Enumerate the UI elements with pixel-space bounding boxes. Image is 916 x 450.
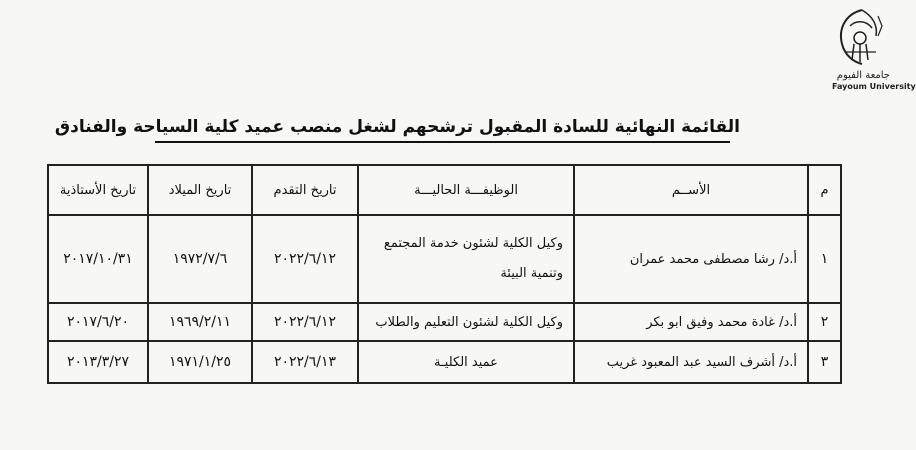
row-num: ٣ <box>808 341 841 383</box>
header-applied-date: تاريخ التقدم <box>252 165 358 215</box>
current-job: عميد الكليـة <box>358 341 574 383</box>
current-job-line: وكيل الكلية لشئون خدمة المجتمع <box>383 236 563 251</box>
professorship-date: ٢٠١٧/٦/٢٠ <box>48 303 148 341</box>
applied-date: ٢٠٢٢/٦/١٣ <box>252 341 358 383</box>
header-job: الوظيفـــة الحاليـــة <box>358 165 574 215</box>
header-professorship-date: تاريخ الأستاذية <box>48 165 148 215</box>
header-num: م <box>808 165 841 215</box>
table-row <box>48 215 841 303</box>
logo-arabic-text: جامعة الفيوم <box>836 70 890 81</box>
row-num: ٢ <box>808 303 841 341</box>
current-job: وكيل الكلية لشئون التعليم والطلاب <box>358 303 574 341</box>
row-num: ١ <box>808 215 841 303</box>
header-birth-date: تاريخ الميلاد <box>148 165 252 215</box>
applied-date: ٢٠٢٢/٦/١٢ <box>252 303 358 341</box>
current-job <box>358 215 574 303</box>
birth-date: ١٩٦٩/٢/١١ <box>148 303 252 341</box>
table-row <box>48 303 841 341</box>
current-job-line: وتنمية البيئة <box>500 266 563 281</box>
professorship-date: ٢٠١٣/٣/٢٧ <box>48 341 148 383</box>
title-underline <box>155 141 730 143</box>
candidate-name: أ.د/ غادة محمد وفيق ابو بكر <box>574 303 808 341</box>
document-title: القائمة النهائية للسادة المقبول ترشحهم لشغل منصب عميد كلية السياحة والفنادق <box>54 117 740 137</box>
logo-english-text: Fayoum University <box>832 82 916 91</box>
professorship-date: ٢٠١٧/١٠/٣١ <box>48 215 148 303</box>
candidates-table <box>47 164 842 384</box>
university-emblem-icon <box>832 6 892 70</box>
applied-date: ٢٠٢٢/٦/١٢ <box>252 215 358 303</box>
birth-date: ١٩٧١/١/٢٥ <box>148 341 252 383</box>
header-name: الأســم <box>574 165 808 215</box>
candidate-name: أ.د/ رشا مصطفى محمد عمران <box>574 215 808 303</box>
table-header-row <box>48 165 841 215</box>
birth-date: ١٩٧٢/٧/٦ <box>148 215 252 303</box>
table-row <box>48 341 841 383</box>
candidate-name: أ.د/ أشرف السيد عبد المعبود غريب <box>574 341 808 383</box>
